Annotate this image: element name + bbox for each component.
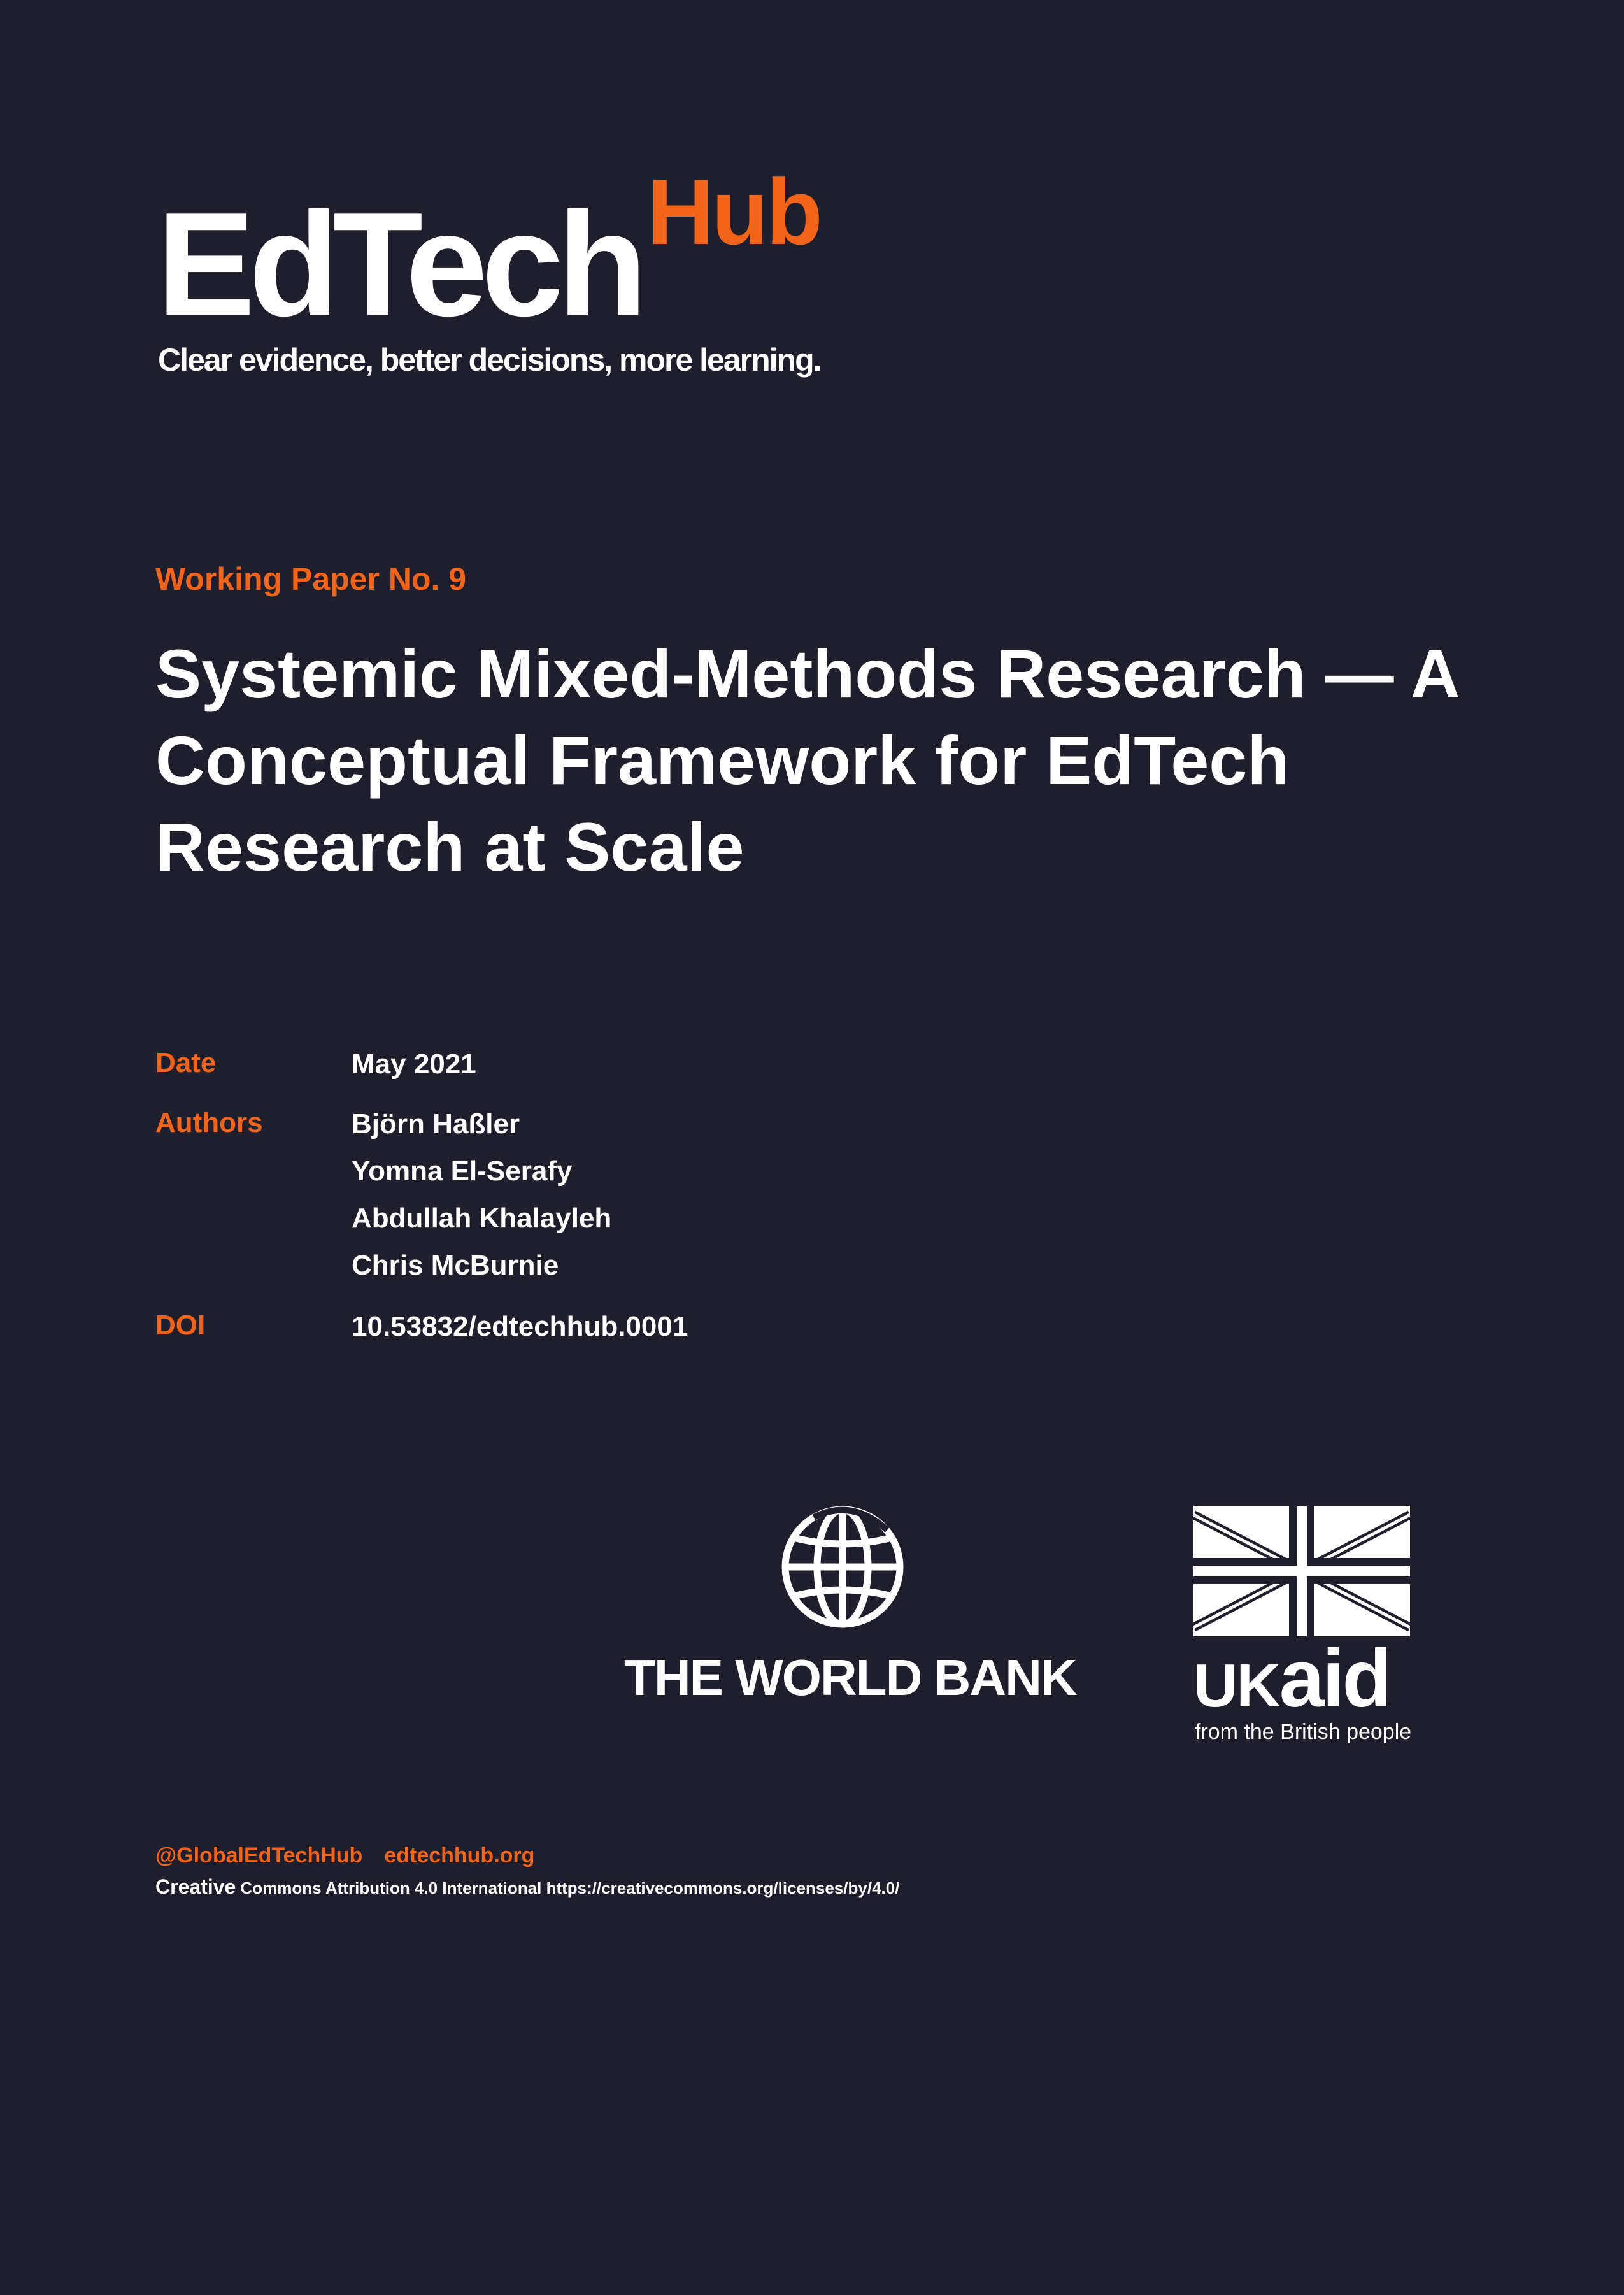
license-text xyxy=(155,1875,899,1899)
tagline: Clear evidence, better decisions, more learning. xyxy=(158,342,821,378)
logo-wordmark: EdTech xyxy=(157,182,641,347)
union-flag-icon xyxy=(1193,1506,1410,1636)
ukaid-wordmark xyxy=(1193,1633,1390,1724)
world-bank-logo xyxy=(624,1498,1083,1708)
website-link[interactable]: edtechhub.org xyxy=(384,1843,535,1868)
doi-value: 10.53832/edtechhub.0001 xyxy=(352,1311,688,1342)
license-lead: Creative xyxy=(155,1875,236,1898)
author-name: Yomna El-Serafy xyxy=(352,1155,573,1187)
license-rest: Commons Attribution 4.0 International https://creativecommons.org/licenses/by/4.0/ xyxy=(240,1878,900,1898)
ukaid-uk: UK xyxy=(1193,1652,1279,1720)
globe-icon xyxy=(776,1498,909,1632)
ukaid-aid: aid xyxy=(1279,1633,1390,1724)
author-name: Chris McBurnie xyxy=(352,1250,559,1281)
series-label: Working Paper No. 9 xyxy=(155,561,467,597)
footer-links xyxy=(155,1843,534,1868)
ukaid-logo xyxy=(1193,1506,1413,1748)
page-title: Systemic Mixed-Methods Research — A Conceptual Framework for EdTech Research at Scale xyxy=(155,635,1458,885)
ukaid-tagline: from the British people xyxy=(1195,1720,1412,1744)
date-label: Date xyxy=(155,1047,217,1078)
authors-label: Authors xyxy=(155,1107,263,1138)
doi-label: DOI xyxy=(155,1310,206,1341)
twitter-handle[interactable]: @GlobalEdTechHub xyxy=(155,1843,363,1868)
author-name: Abdullah Khalayleh xyxy=(352,1203,612,1234)
logo-superscript: Hub xyxy=(647,160,820,264)
edtechhub-logo xyxy=(157,160,857,382)
author-name: Björn Haßler xyxy=(352,1108,520,1140)
world-bank-name: THE WORLD BANK xyxy=(624,1649,1076,1706)
date-value: May 2021 xyxy=(352,1048,476,1080)
